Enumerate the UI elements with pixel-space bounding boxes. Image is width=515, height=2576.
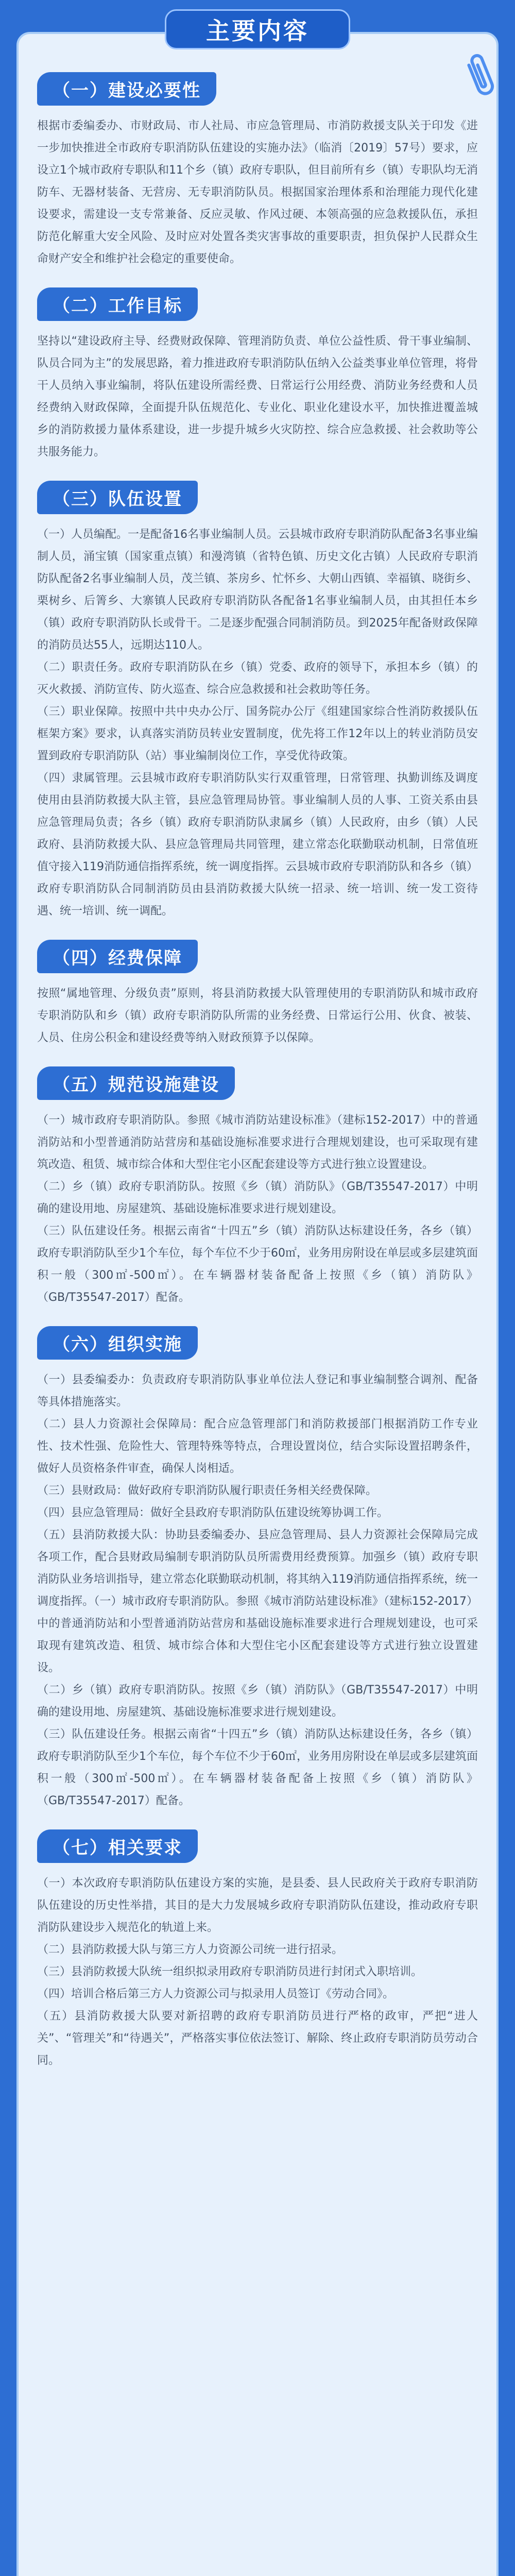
paragraph: （二）乡（镇）政府专职消防队。按照《乡（镇）消防队》（GB/T35547-2017）中明确的建设用地、房屋建筑、基础设施标准要求进行规划建设。 xyxy=(37,1684,478,1719)
section-implementation xyxy=(37,1326,478,1812)
paragraph: （二）职责任务。政府专职消防队在乡（镇）党委、政府的领导下，承担本乡（镇）的灭火救援、消防宣传、防火巡查、综合应急救援和社会救助等任务。 xyxy=(37,661,478,696)
paragraph: （四）县应急管理局：做好全县政府专职消防队伍建设统筹协调工作。 xyxy=(37,1506,389,1519)
paragraph: （五）县消防救援大队要对新招聘的政府专职消防员进行严格的政审，严把“进人关”、“管理关”和“待遇关”，严格落实事位依法签订、解除、终止政府专职消防员劳动合同。 xyxy=(37,2010,478,2067)
page-title: 主要内容 xyxy=(165,9,350,49)
section-title: （七）相关要求 xyxy=(37,1829,198,1863)
paragraph: （二）乡（镇）政府专职消防队。按照《乡（镇）消防队》（GB/T35547-2017）中明确的建设用地、房屋建筑、基础设施标准要求进行规划建设。 xyxy=(37,1180,478,1215)
section-team-setup xyxy=(37,481,478,922)
section-requirements xyxy=(37,1829,478,2072)
section-facilities xyxy=(37,1066,478,1309)
paragraph: （二）县消防救援大队与第三方人力资源公司统一进行招录。 xyxy=(37,1943,344,1956)
paragraph: 坚持以“建设政府主导、经费财政保障、管理消防负责、单位公益性质、骨干事业编制、队员合同为主”的发展思路，着力推进政府专职消防队伍纳入公益类事业单位管理，将骨干人员纳入事业编制，将队伍建设所需经费、日常运行公用经费、消防业务经费和人员经费纳入财政保障，全面提升队伍规范化、专业化、职业化建设水平，加快推进覆盖城乡的消防救援力量体系建设，进一步提升城乡火灾防控、综合应急救援、社会救助等公共服务能力。 xyxy=(37,335,478,459)
paragraph: 根据市委编委办、市财政局、市人社局、市应急管理局、市消防救援支队关于印发《进一步加快推进全市政府专职消防队伍建设的实施办法》（临消〔2019〕57号）要求，应设立1个城市政府专职队和11个乡（镇）政府专职队，但目前所有乡（镇）专职队均无消防车、无器材装备、无营房、无专职消防队员。根据国家治理体系和治理能力现代化建设要求，需建设一支专常兼备、反应灵敏、作风过硬、本领高强的应急救援队伍，承担防范化解重大安全风险、及时应对处置各类灾害事故的重要职责，担负保护人民群众生命财产安全和维护社会稳定的重要使命。 xyxy=(37,120,478,265)
paragraph: （一）县委编委办：负责政府专职消防队事业单位法人登记和事业编制整合调剂、配备等具体措施落实。 xyxy=(37,1374,478,1409)
paragraph: （一）人员编配。一是配备16名事业编制人员。云县城市政府专职消防队配备3名事业编制人员，涌宝镇（国家重点镇）和漫湾镇（省特色镇、历史文化古镇）人民政府专职消防队配备2名事业编制人员，茂兰镇、茶房乡、忙怀乡、大朝山西镇、幸福镇、晓街乡、栗树乡、后箐乡、大寨镇人民政府专职消防队各配备1名事业编制人员，由其担任本乡（镇）政府专职消防队长或骨干。二是逐步配强合同制消防员。到2025年配备财政保障的消防员达55人，远期达110人。 xyxy=(37,528,478,652)
paragraph: （五）县消防救援大队：协助县委编委办、县应急管理局、县人力资源社会保障局完成各项工作，配合县财政局编制专职消防队员所需费用经费预算。加强乡（镇）政府专职消防队业务培训指导，建立常态化联勤联动机制，将其纳入119消防通信指挥系统，统一调度指挥。（一）城市政府专职消防队。参照《城市消防站建设标准》（建标152-2017）中的普通消防站和小型普通消防站营房和基础设施标准要求进行合理规划建设，也可采取现有建筑改造、租赁、城市综合体和大型住宅小区配套建设等方式进行独立设置建设。 xyxy=(37,1529,478,1674)
section-goals xyxy=(37,287,478,463)
paragraph: （二）县人力资源社会保障局：配合应急管理部门和消防救援部门根据消防工作专业性、技术性强、危险性大、管理特殊等特点，合理设置岗位，结合实际设置招聘条件，做好人员资格条件审查，确保人岗相适。 xyxy=(37,1418,478,1475)
main-content xyxy=(37,72,478,2089)
section-necessity xyxy=(37,72,478,270)
paragraph: （三）县财政局：做好政府专职消防队履行职责任务相关经费保障。 xyxy=(37,1484,377,1497)
paragraph: （一）城市政府专职消防队。参照《城市消防站建设标准》（建标152-2017）中的普通消防站和小型普通消防站营房和基础设施标准要求进行合理规划建设，也可采取现有建筑改造、租赁、城市综合体和大型住宅小区配套建设等方式进行独立设置建设。 xyxy=(37,1114,478,1171)
paragraph: （三）队伍建设任务。根据云南省“十四五”乡（镇）消防队达标建设任务，各乡（镇）政府专职消防队至少1个车位，每个车位不少于60㎡，业务用房附设在单层或多层建筑面积一般（300㎡-500㎡）。在车辆器材装备配备上按照《乡（镇）消防队》（GB/T35547-2017）配备。 xyxy=(37,1728,478,1807)
section-title: （五）规范设施建设 xyxy=(37,1066,235,1100)
paragraph: （三）职业保障。按照中共中央办公厅、国务院办公厅《组建国家综合性消防救援队伍框架方案》要求，认真落实消防员转业安置制度，优先将工作12年以上的转业消防员安置到政府专职消防队（站）事业编制岗位工作，享受优待政策。 xyxy=(37,705,478,762)
section-title: （二）工作目标 xyxy=(37,287,198,321)
section-title: （一）建设必要性 xyxy=(37,72,216,106)
paragraph: （三）县消防救援大队统一组织拟录用政府专职消防员进行封闭式入职培训。 xyxy=(37,1965,423,1978)
section-title: （三）队伍设置 xyxy=(37,481,198,514)
paragraph: （三）队伍建设任务。根据云南省“十四五”乡（镇）消防队达标建设任务，各乡（镇）政府专职消防队至少1个车位，每个车位不少于60㎡，业务用房附设在单层或多层建筑面积一般（300㎡-500㎡）。在车辆器材装备配备上按照《乡（镇）消防队》（GB/T35547-2017）配备。 xyxy=(37,1225,478,1304)
paragraph: 按照“属地管理、分级负责”原则，将县消防救援大队管理使用的专职消防队和城市政府专职消防队和乡（镇）政府专职消防队所需的业务经费、日常运行公用、伙食、被装、人员、住房公积金和建设经费等纳入财政预算予以保障。 xyxy=(37,987,478,1044)
section-funding xyxy=(37,940,478,1049)
section-title: （四）经费保障 xyxy=(37,940,198,973)
paragraph: （一）本次政府专职消防队伍建设方案的实施，是县委、县人民政府关于政府专职消防队伍建设的历史性举措，其目的是大力发展城乡政府专职消防队伍建设，推动政府专职消防队建设步入规范化的轨道上来。 xyxy=(37,1877,478,1934)
section-title: （六）组织实施 xyxy=(37,1326,198,1360)
paragraph: （四）隶属管理。云县城市政府专职消防队实行双重管理，日常管理、执勤训练及调度使用由县消防救援大队主管，县应急管理局协管。事业编制人员的人事、工资关系由县应急管理局负责；各乡（镇）政府专职消防队隶属乡（镇）人民政府，由乡（镇）人民政府、县消防救援大队、县应急管理局共同管理，建立常态化联勤联动机制，日常值班值守接入119消防通信指挥系统，统一调度指挥。云县城市政府专职消防队和各乡（镇）政府专职消防队合同制消防员由县消防救援大队统一招录、统一培训、统一发工资待遇、统一培训、统一调配。 xyxy=(37,772,478,918)
paragraph: （四）培训合格后第三方人力资源公司与拟录用人员签订《劳动合同》。 xyxy=(37,1988,394,2001)
